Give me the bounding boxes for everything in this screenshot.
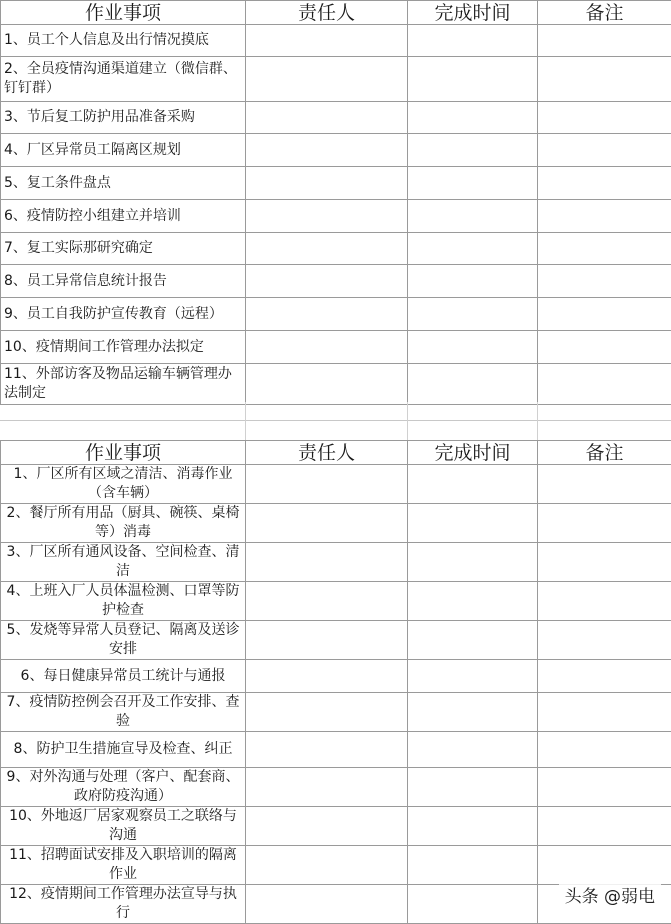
table-row	[1, 265, 671, 298]
remarks-cell[interactable]	[538, 167, 671, 200]
remarks-cell[interactable]	[538, 465, 671, 504]
remarks-cell[interactable]	[538, 57, 671, 102]
task-cell: 4、上班入厂人员体温检测、口罩等防护检查	[1, 582, 246, 621]
remarks-cell[interactable]	[538, 732, 671, 768]
table-row	[1, 768, 671, 807]
table-row	[1, 732, 671, 768]
task-cell: 2、全员疫情沟通渠道建立（微信群、钉钉群）	[1, 57, 246, 102]
owner-cell[interactable]	[246, 504, 408, 543]
table-row	[1, 846, 671, 885]
remarks-cell[interactable]	[538, 582, 671, 621]
task-cell: 2、餐厅所有用品（厨具、碗筷、桌椅等）消毒	[1, 504, 246, 543]
due-time-cell[interactable]	[408, 134, 538, 167]
task-cell: 9、对外沟通与处理（客户、配套商、政府防疫沟通）	[1, 768, 246, 807]
header-task: 作业事项	[1, 1, 246, 25]
owner-cell[interactable]	[246, 298, 408, 331]
table-row	[1, 102, 671, 134]
header-owner: 责任人	[246, 441, 408, 465]
due-time-cell[interactable]	[408, 364, 538, 405]
remarks-cell[interactable]	[538, 233, 671, 265]
task-cell: 7、疫情防控例会召开及工作安排、查验	[1, 693, 246, 732]
due-time-cell[interactable]	[408, 621, 538, 660]
table-row	[1, 25, 671, 57]
table-row	[1, 233, 671, 265]
table-row	[1, 582, 671, 621]
header-remarks: 备注	[538, 1, 671, 25]
owner-cell[interactable]	[246, 364, 408, 405]
remarks-cell[interactable]	[538, 846, 671, 885]
due-time-cell[interactable]	[408, 57, 538, 102]
table-row	[1, 331, 671, 364]
owner-cell[interactable]	[246, 102, 408, 134]
table-row	[1, 543, 671, 582]
work-items-table-2	[0, 440, 671, 924]
remarks-cell[interactable]	[538, 621, 671, 660]
task-cell: 12、疫情期间工作管理办法宣导与执行	[1, 885, 246, 924]
header-task: 作业事项	[1, 441, 246, 465]
task-cell: 7、复工实际那研究确定	[1, 233, 246, 265]
task-cell: 11、外部访客及物品运输车辆管理办法制定	[1, 364, 246, 405]
task-cell: 6、疫情防控小组建立并培训	[1, 200, 246, 233]
due-time-cell[interactable]	[408, 732, 538, 768]
owner-cell[interactable]	[246, 57, 408, 102]
task-cell: 11、招聘面试安排及入职培训的隔离作业	[1, 846, 246, 885]
remarks-cell[interactable]	[538, 660, 671, 693]
owner-cell[interactable]	[246, 25, 408, 57]
owner-cell[interactable]	[246, 660, 408, 693]
header-due-time: 完成时间	[408, 1, 538, 25]
table-row	[1, 504, 671, 543]
due-time-cell[interactable]	[408, 885, 538, 924]
remarks-cell[interactable]	[538, 693, 671, 732]
due-time-cell[interactable]	[408, 465, 538, 504]
owner-cell[interactable]	[246, 200, 408, 233]
owner-cell[interactable]	[246, 134, 408, 167]
owner-cell[interactable]	[246, 543, 408, 582]
table-row	[1, 660, 671, 693]
due-time-cell[interactable]	[408, 846, 538, 885]
table-row	[1, 807, 671, 846]
owner-cell[interactable]	[246, 265, 408, 298]
remarks-cell[interactable]	[538, 364, 671, 405]
due-time-cell[interactable]	[408, 298, 538, 331]
owner-cell[interactable]	[246, 885, 408, 924]
due-time-cell[interactable]	[408, 660, 538, 693]
task-cell: 8、防护卫生措施宣导及检查、纠正	[1, 732, 246, 768]
owner-cell[interactable]	[246, 331, 408, 364]
task-cell: 4、厂区异常员工隔离区规划	[1, 134, 246, 167]
owner-cell[interactable]	[246, 167, 408, 200]
remarks-cell[interactable]	[538, 298, 671, 331]
owner-cell[interactable]	[246, 621, 408, 660]
task-cell: 3、节后复工防护用品准备采购	[1, 102, 246, 134]
table-row	[1, 693, 671, 732]
owner-cell[interactable]	[246, 465, 408, 504]
remarks-cell[interactable]	[538, 25, 671, 57]
due-time-cell[interactable]	[408, 331, 538, 364]
table-row	[1, 465, 671, 504]
task-cell: 3、厂区所有通风设备、空间检查、清洁	[1, 543, 246, 582]
due-time-cell[interactable]	[408, 582, 538, 621]
remarks-cell[interactable]	[538, 200, 671, 233]
task-cell: 1、员工个人信息及出行情况摸底	[1, 25, 246, 57]
table-spacer	[0, 402, 671, 440]
remarks-cell[interactable]	[538, 768, 671, 807]
remarks-cell[interactable]	[538, 504, 671, 543]
due-time-cell[interactable]	[408, 200, 538, 233]
owner-cell[interactable]	[246, 732, 408, 768]
remarks-cell[interactable]	[538, 807, 671, 846]
table-row	[1, 621, 671, 660]
task-cell: 5、复工条件盘点	[1, 167, 246, 200]
table-row	[1, 298, 671, 331]
task-cell: 5、发烧等异常人员登记、隔离及送诊安排	[1, 621, 246, 660]
task-cell: 10、疫情期间工作管理办法拟定	[1, 331, 246, 364]
due-time-cell[interactable]	[408, 233, 538, 265]
due-time-cell[interactable]	[408, 167, 538, 200]
due-time-cell[interactable]	[408, 25, 538, 57]
remarks-cell[interactable]	[538, 543, 671, 582]
owner-cell[interactable]	[246, 582, 408, 621]
owner-cell[interactable]	[246, 768, 408, 807]
table-row	[1, 167, 671, 200]
remarks-cell[interactable]	[538, 134, 671, 167]
task-cell: 1、厂区所有区域之清洁、消毒作业（含车辆）	[1, 465, 246, 504]
table-row	[1, 200, 671, 233]
task-cell: 10、外地返厂居家观察员工之联络与沟通	[1, 807, 246, 846]
due-time-cell[interactable]	[408, 768, 538, 807]
remarks-cell[interactable]	[538, 331, 671, 364]
due-time-cell[interactable]	[408, 807, 538, 846]
table-row	[1, 57, 671, 102]
header-remarks: 备注	[538, 441, 671, 465]
work-items-table-1	[0, 0, 671, 405]
due-time-cell[interactable]	[408, 504, 538, 543]
task-cell: 6、每日健康异常员工统计与通报	[1, 660, 246, 693]
task-cell: 9、员工自我防护宣传教育（远程）	[1, 298, 246, 331]
remarks-cell[interactable]	[538, 265, 671, 298]
owner-cell[interactable]	[246, 693, 408, 732]
header-due-time: 完成时间	[408, 441, 538, 465]
owner-cell[interactable]	[246, 846, 408, 885]
remarks-cell[interactable]	[538, 102, 671, 134]
owner-cell[interactable]	[246, 807, 408, 846]
task-cell: 8、员工异常信息统计报告	[1, 265, 246, 298]
due-time-cell[interactable]	[408, 543, 538, 582]
table-row	[1, 364, 671, 405]
watermark: 头条 @弱电	[559, 880, 661, 909]
header-owner: 责任人	[246, 1, 408, 25]
due-time-cell[interactable]	[408, 265, 538, 298]
due-time-cell[interactable]	[408, 102, 538, 134]
due-time-cell[interactable]	[408, 693, 538, 732]
owner-cell[interactable]	[246, 233, 408, 265]
table-row	[1, 134, 671, 167]
